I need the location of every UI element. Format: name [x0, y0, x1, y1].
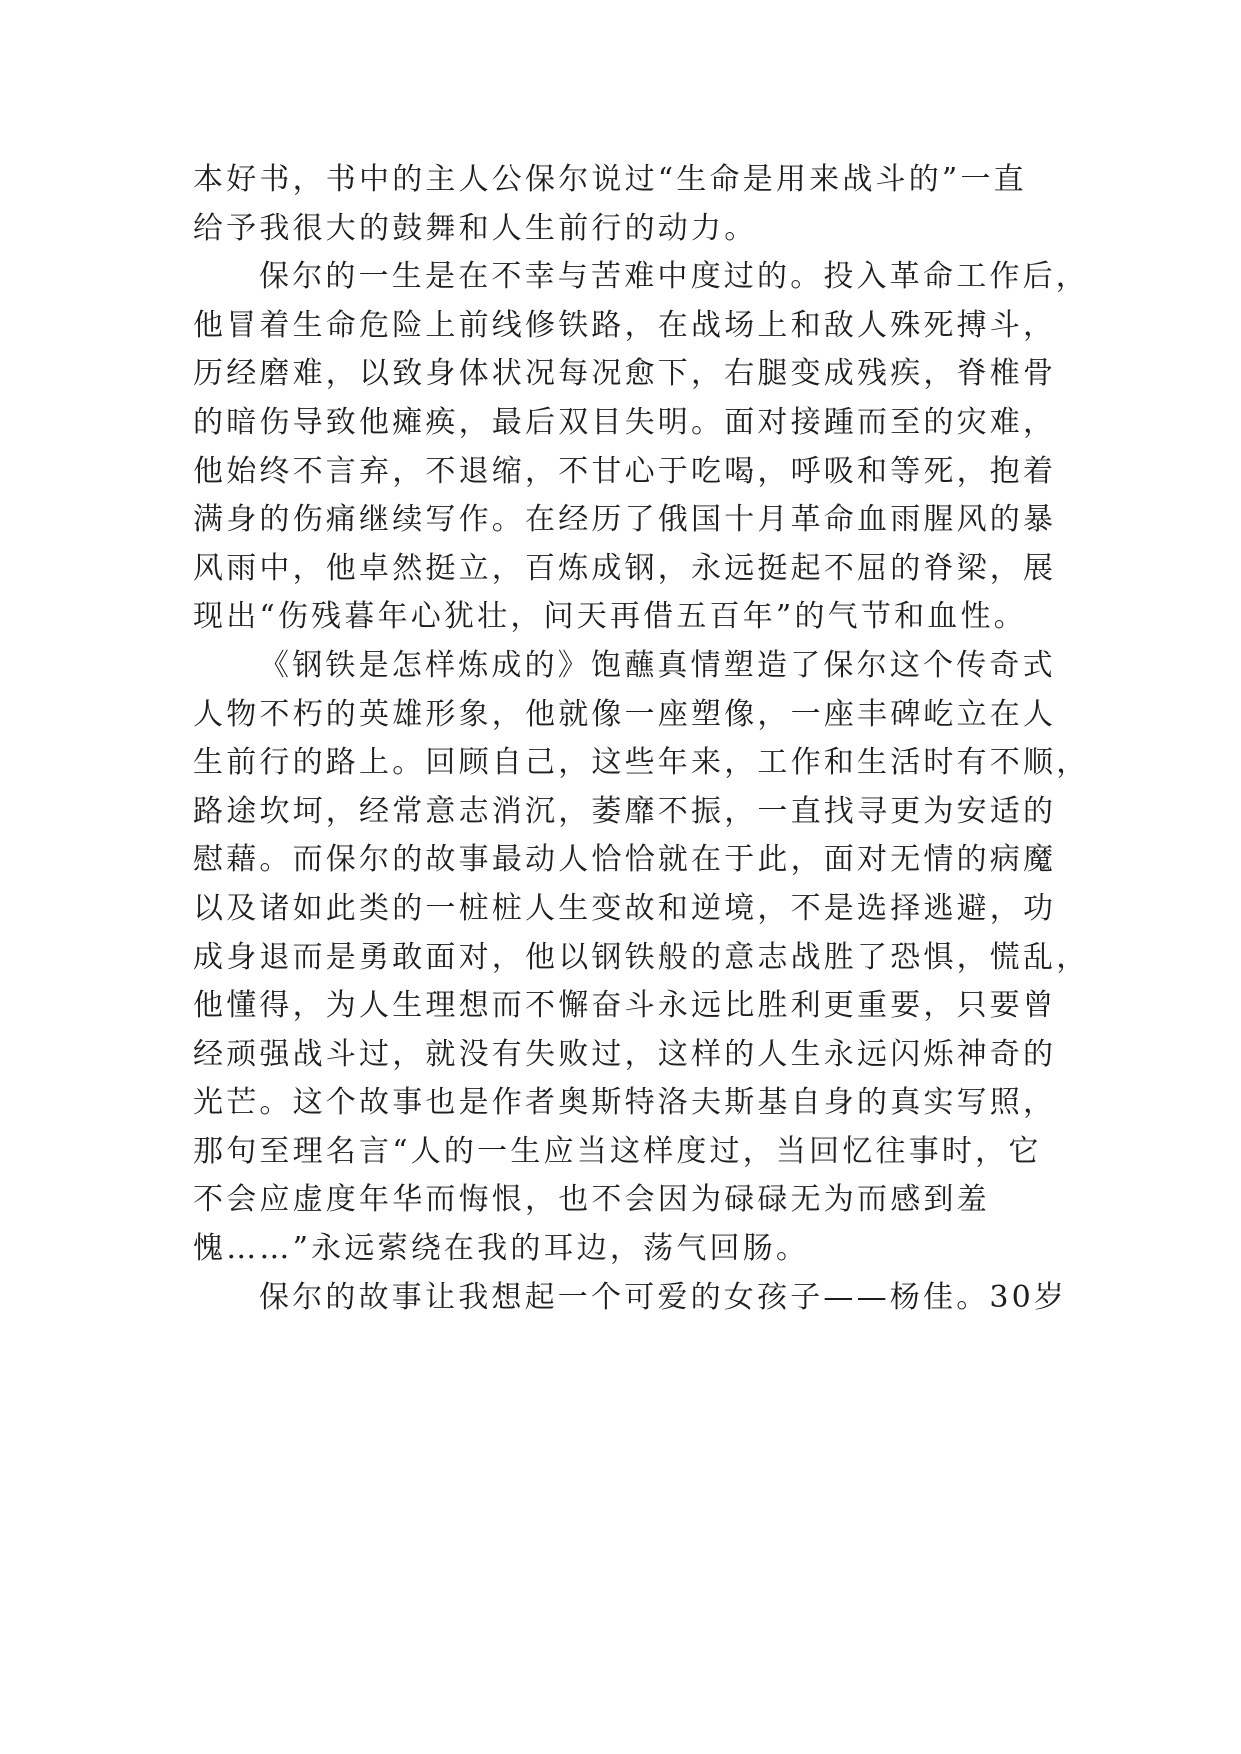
text-line: 人物不朽的英雄形象，他就像一座塑像，一座丰碑屹立在人: [193, 696, 1057, 732]
body-text: [193, 156, 1093, 1322]
text-line: 历经磨难，以致身体状况每况愈下，右腿变成残疾，脊椎骨: [193, 356, 1057, 392]
paragraph-first-line: 保尔的故事让我想起一个可爱的女孩子——杨佳。30岁: [259, 1279, 1068, 1315]
paragraph-first-line: 保尔的一生是在不幸与苦难中度过的。投入革命工作后，: [259, 259, 1089, 295]
text-line: 现出“伤残暮年心犹壮，问天再借五百年”的气节和血性。: [193, 599, 1027, 635]
text-line: 那句至理名言“人的一生应当这样度过，当回忆往事时，它: [193, 1133, 1042, 1169]
text-line: 他冒着生命危险上前线修铁路，在战场上和敌人殊死搏斗，: [193, 307, 1057, 343]
text-line: 生前行的路上。回顾自己，这些年来，工作和生活时有不顺，: [193, 745, 1090, 781]
text-line: 以及诸如此类的一桩桩人生变故和逆境，不是选择逃避，功: [193, 890, 1057, 926]
text-line: 风雨中，他卓然挺立，百炼成钢，永远挺起不屈的脊梁，展: [193, 550, 1057, 586]
text-line: 他始终不言弃，不退缩，不甘心于吃喝，呼吸和等死，抱着: [193, 453, 1057, 489]
text-line: 愧……”永远萦绕在我的耳边，荡气回肠。: [193, 1231, 810, 1267]
text-line: 给予我很大的鼓舞和人生前行的动力。: [193, 210, 758, 246]
text-line: 慰藉。而保尔的故事最动人恰恰就在于此，面对无情的病魔: [193, 842, 1057, 878]
text-line: 光芒。这个故事也是作者奥斯特洛夫斯基自身的真实写照，: [193, 1085, 1057, 1121]
text-line: 成身退而是勇敢面对，他以钢铁般的意志战胜了恐惧，慌乱，: [193, 939, 1090, 975]
text-line: 经顽强战斗过，就没有失败过，这样的人生永远闪烁神奇的: [193, 1036, 1057, 1072]
text-line: 本好书，书中的主人公保尔说过“生命是用来战斗的”一直: [193, 162, 1027, 197]
paragraph-first-line: 《钢铁是怎样炼成的》饱蘸真情塑造了保尔这个传奇式: [259, 647, 1056, 683]
text-line: 不会应虚度年华而悔恨，也不会因为碌碌无为而感到羞: [193, 1182, 990, 1218]
text-line: 他懂得，为人生理想而不懈奋斗永远比胜利更重要，只要曾: [193, 988, 1057, 1024]
text-line: 路途坎坷，经常意志消沉，萎靡不振，一直找寻更为安适的: [193, 793, 1057, 829]
text-line: 满身的伤痛继续写作。在经历了俄国十月革命血雨腥风的暴: [193, 502, 1057, 538]
text-line: 的暗伤导致他瘫痪，最后双目失明。面对接踵而至的灾难，: [193, 404, 1057, 440]
